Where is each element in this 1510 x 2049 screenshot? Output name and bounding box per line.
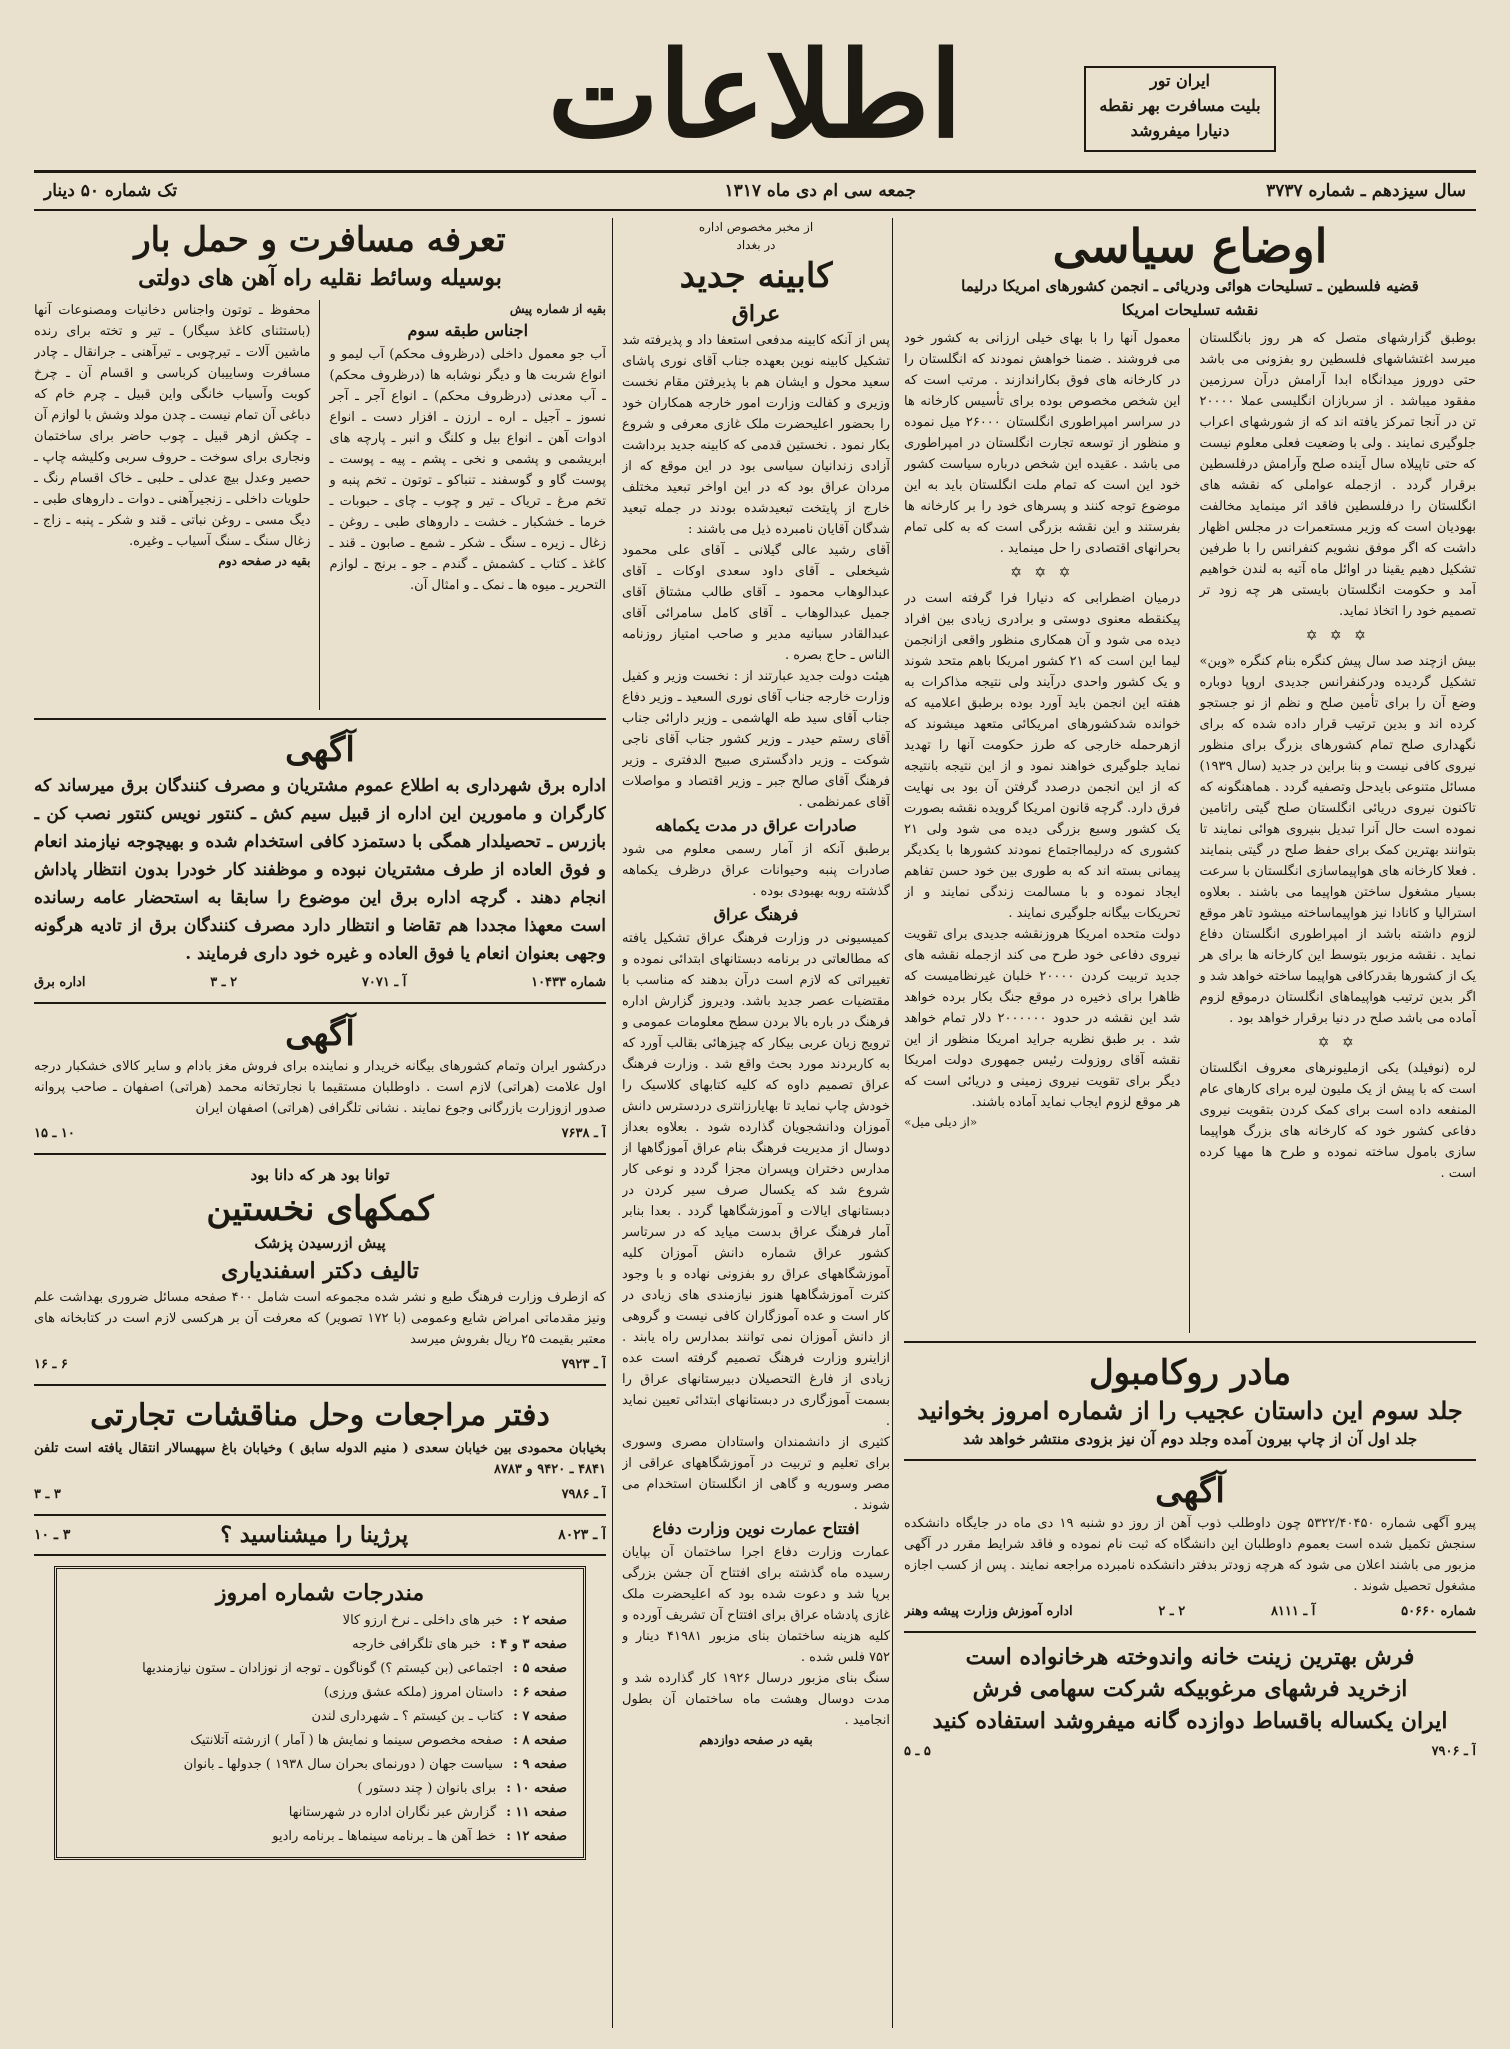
toc-text: خط آهن ها ـ برنامه سینماها ـ برنامه رادیو [272,1829,497,1844]
divider [904,1631,1476,1633]
carpet-ad-line-1: فرش بهترین زینت خانه واندوخته هرخانواده است [965,1644,1415,1670]
fares-col-right [330,300,607,710]
office-title: دفتر مراجعات وحل مناقشات تجارتی [90,1398,550,1433]
toc-text: خبر های داخلی ـ نرخ ارزو کالا [342,1613,504,1628]
book-footer [34,1354,606,1376]
dateline [34,170,1476,211]
cabinet-subtitle: عراق [731,301,781,327]
trade-ad-title: آگهی [285,1014,355,1054]
right-column [904,218,1476,2028]
toc-text: داستان امروز (ملکه عشق ورزی) [323,1685,504,1700]
divider [34,1554,606,1556]
fares-list: محفوظ ـ توتون واجناس دخانیات ومصنوعات آنها (باستثنای کاغذ سیگار) ـ تیر و تخته برای رنده ماشین آلات ـ تیرچوبی ـ تیرآهنی ـ جرانقال ـ چادر مسافرت وساییبان کرباسی و اقسام آن ـ چرخ کوبت وآسیاب خانگی واین قبیل ـ چرم خام که دباغی آن تمام نیست ـ چدن مولد وشش با لوازم آن ـ چکش ازهر قبیل ـ چوب حاضر برای ساختمان ونجاری برای سوخت ـ حروف سربی وکلیشه چاپ ـ حصیر وعدل بیچ عدلی ـ حلبی ـ خاک اقسام رنگ ـ حلویات داخلی ـ زنجیرآهنی ـ دوات ـ داروهای طبی ـ دیگ مسی ـ روغن نباتی ـ قند و شکر ـ پنبه ـ زاج ـ زغال سنگ ـ سنگ آسیاب ـ وغیره. [34,303,311,549]
politics-paragraph: بوطبق گزارشهای متصل که هر روز بانگلستان میرسد اغتشاشهای فلسطین رو بفزونی می باشد حتی دوروز میدانگاه ابدا آرامش درآن سرزمین مفقود میباشد . از سربازان انگلیسی عملا ۲۰۰۰۰ تن در آنجا تمرکز یافته اند که از شورشهای اعراب جلوگیری نمایند . ولی با وضعیت فعلی معلوم نیست که حتی تاپیلاه سال آینده صلح وآرامش درفلسطین برقرار گردد . ازجمله عواملی که نقشه های انگلستان را درفلسطین فاقد اثر مینماید مخالفت بهودیان است که وزیر مستعمرات در مجلس اظهار داشت که اگر موفق نشویم کنفرانس را با طرفین تشکیل دهیم یقینا در اوائل ماه آتیه به لندن خواهیم آمد و حکومت انگلستان بایستی هر چه زود تر تصمیم خود را اتخاذ نماید. [1199,331,1476,619]
column-rule [892,218,893,2028]
trade-ad-code: آ ـ ۷۶۳۸ [561,1126,606,1141]
toc-text: اجتماعی (بن کیستم ؟) گوناگون ـ توجه از نوزادان ـ ستون نیازمندیها [142,1661,504,1676]
book-author: تالیف دکتر اسفندیاری [221,1258,419,1284]
toc-page: صفحه ۳ و ۴ : [490,1637,567,1652]
toc-row [73,1609,567,1633]
fares-list: آب جو معمول داخلی (درظروف محکم) آب لیمو و انواع شربت ها و دیگر نوشابه ها (درظروف محکم) ـ آب معدنی (درظروف محکم) ـ انواع آجر ـ آجر نسوز ـ آجیل ـ اره ـ ارزن ـ افزار دست ـ انواع ادوات آهن ـ انواع بیل و کلنگ و انبر ـ پارچه های ابریشمی و پشمی و نخی ـ پشم ـ پیه ـ پوست ـ پوست گاو و گوسفند ـ تنباکو ـ توتون ـ تخم پنبه و تخم مرغ ـ تریاک ـ تیر و چوب ـ چای ـ حبوبات ـ خرما ـ خشکبار ـ خشت ـ داروهای طبی ـ روغن ـ زغال ـ زیره ـ سنگ ـ شکر ـ شمع ـ صابون ـ قند ـ کاغذ ـ کتاب ـ کشمش ـ گندم ـ جو ـ برنج ـ لوازم التحریر ـ میوه ها ـ نمک ـ و امثال آن. [329,347,606,593]
fares-body [34,300,606,710]
cabinet-names: آقای رشید عالی گیلانی ـ آقای علی محمود شیخعلی ـ آقای داود سعدی اوکات ـ آقای عبدالوهاب محمود ـ آقای طالب مشتاق آقای جمیل عبدالوهاب ـ آقای کامل سامرائی آقای عبدالقادر سبانیه مدیر و صاحب امتیاز روزنامه الناس ـ حاج بصره . [622,543,890,663]
toc-title: مندرجات شماره امروز [215,1580,425,1606]
book-code: آ ـ ۷۹۲۳ [561,1357,606,1372]
book-kicker: توانا بود هر که دانا بود [250,1166,390,1184]
culture-paragraph: کثیری از دانشمندان واستادان مصری وسوری برای تعلیم و تربیت در آموزشگاههای عراقی از مصر وسوریه و گاهی از انگلستان استخدام می شوند . [622,1435,890,1513]
fares-subtitle: بوسیله وسائط نقلیه راه آهن های دولتی [138,265,502,291]
toc-page: صفحه ۲ : [513,1613,567,1628]
university-ad-run: ۲ ـ ۲ [1158,1604,1186,1619]
defense-heading: افتتاح عمارت نوین وزارت دفاع [652,1519,860,1538]
politics-col-right [1200,328,1477,1333]
office-run: ۳ ـ ۳ [34,1487,61,1502]
toc-page: صفحه ۵ : [513,1661,567,1676]
toc-row [73,1633,567,1657]
book-title: کمکهای نخستین [206,1189,434,1229]
perzina-run: ۳ ـ ۱۰ [34,1527,71,1543]
toc-text: کتاب ـ بن کیستم ؟ ـ شهرداری لندن [311,1709,504,1724]
toc-page: صفحه ۹ : [513,1757,567,1772]
cabinet-paragraph: پس از آنکه کابینه مدفعی استعفا داد و پذیرفته شد تشکیل کابینه نوین بعهده جناب آقای نوری پاشای سعید محول و ایشان هم با پذیرفتن مقام نخست وزیری و کفالت وزارت امور خارجه همکاران خود را بحضور اعلیحضرت ملک غازی معرفی و شروع بکار نمود . نخستین قدمی که کابینه جدید برداشت آزادی زندانیان سیاسی بود در این موقع که از مردان عراق بود که در این اواخر تبعید مختلف خارج از پایتخت تبعیدشده بودند در جمله تبعید شدگان آقایان نامبرده ذیل می باشند : [622,333,890,537]
university-ad-code: آ ـ ۸۱۱۱ [1270,1604,1316,1619]
cabinet-source: از مخبر مخصوص اداره [698,220,814,234]
electric-ad-footer [34,972,606,994]
middle-column [622,218,890,2028]
politics-signoff: «از دیلی میل» [904,1115,978,1129]
toc-row [73,1681,567,1705]
separator-stars: ✡ ✡ [1317,1035,1358,1051]
divider [904,1341,1476,1343]
politics-subtitle: قضیه فلسطین ـ تسلیحات هوائی ودریائی ـ انجمن کشورهای امریکا درلیما [961,277,1419,295]
culture-paragraph: کمیسیونی در وزارت فرهنگ عراق تشکیل یافته که مطالعاتی در برنامه دبستانهای ابتدائی نموده و تغییراتی که لازم است درآن بدهند که مناسب با مقتضیات عصر جدید باشد. ودیروز گزارش اداره فرهنگ در باره بالا بردن سطح معلومات عمومی و ترویج زبان عربی بیکار که چیزهائی بقالب آورد که به کاربردند مورد بحث واقع شد . وزارت فرهنگ عراق تصمیم داوه که کلیه کتابهای کلاسیک را خودش چاپ نماید تا بهایارزانتری دردسترس دانش آموزان ودانشجویان گذارده شود . بعلاوه بعداز دوسال از مدیریت فرهنگ بنام عراق آموزگاهها از مدارس دختران وپسران مجزا گردد و نوعی کار شروع شد که یکسال صرف سیر کردن در دبستانهای ایالات و آموزشگاهها گردد . بعدا بنابر آمار فرهنگ عراق بدست میاید که در سرتاسر کشور عراق شماره دانش آموزان کلیه آموزشگاههای عراق رو بفزونی نهاده و با وجود کثرت آموزشگاهها هنوز نیازمندی های زیادی در کار است و عده آموزگاران کافی نیست و گروهی از دانش آموزان نمی توانند بمدارس راه یابند . ازاینرو وزارت فرهنگ تصمیم گرفته است عده زیادی از فارغ التحصیلان دبیرستانهای عراق را بسمت آموزگاری در دبستانهای ابتدائی تعیین نماید . [622,931,890,1429]
issue-price: تک شماره ۵۰ دینار [44,181,178,201]
carpet-ad-line-2: ازخرید فرشهای مرغوبیکه شرکت سهامی فرش [972,1676,1408,1702]
office-footer [34,1484,606,1506]
toc-row [73,1825,567,1849]
toc-text: گزارش عبر نگاران اداره در شهرستانها [288,1805,497,1820]
politics-paragraph: بیش ازچند صد سال پیش کنگره بنام کنگره «وین» تشکیل گردیده ودرکنفرانس جدیدی اروپا دوباره وضع آن را برای تأمین صلح و نظم از نو جستجو کرده اند و بدین ترتیب قرار داده شده که برای نگهداری صلح تمام کشورهای بزرگ برای منظور نیروی کافی نیست و بنا براین در جدید (سال ۱۹۳۹) مسائل متنوعی بایدحل وتصفیه گردد . هماهنگونه که تاکنون نیروی دریائی انگلستان صلح گیتی راتامین نموده است حال آنرا تبدیل بنیروی هوائی نمایند تا بتوانند بهترین کمک برای حفظ صلح در گیتی بنمایند . فعلا کارخانه های هواپیماسازی انگلستان با سرعت بسیار مشغول ساختن هواپیما می باشند . بعلاوه استرالیا و کانادا نیز هواپیماساخته میشود تاهر موقع لزوم داشته باشد از امپراطوری انگلستان دفاع نماید . نقشه مزبور بتوسط این کارخانه ها برای هر یک از کشورها بقدرکافی هواپیما ساخته خواهد شد و اگر بدین ترتیب هواپیماهای انگلستان درموقع لزوم آماده می باشد صلح در دنیا برقرار خواهد بود . [1199,654,1476,1026]
university-ad-body: پیرو آگهی شماره ۵۳۲۲/۴۰۴۵۰ چون داوطلب ذوب آهن از روز دو شنبه ۱۹ دی ماه در جایگاه دانشکده سنجش تکمیل شده است بعموم داوطلبان این دانشگاه که ثبت نام نموده و فاقد شرایط مقرر در آگهی مزبور می باشند اعلان می شود که هرچه زودتر بدفتر دانشکده نامبرده مراجعه نمایند . پس از کسب اجازه مشغول تحصیل شوند . [904,1516,1476,1594]
toc-row [73,1729,567,1753]
separator-stars: ✡ ✡ ✡ [1305,628,1370,644]
university-ad-footer [904,1601,1476,1623]
cabinet-title: کابینه جدید [679,256,833,296]
office-body: بخیابان محمودی بین خیابان سعدی ( منیم الدوله سابق ) وخیابان باغ سپهسالار انتقال یافته است تلفن ۴۸۴۱ ـ ۹۴۲۰ و ۸۷۸۳ [34,1441,606,1477]
toc-text: برای بانوان ( چند دستور ) [357,1781,497,1796]
electric-ad-code: آ ـ ۷۰۷۱ [361,975,407,990]
cabinet-paragraph: هیئت دولت جدید عبارتند از : نخست وزیر و کفیل وزارت خارجه جناب آقای نوری السعید ـ وزیر دفاع جناب آقای سید طه الهاشمی ـ وزیر دارائی جناب آقای رستم حیدر ـ وزیر کشور جناب آقای ناجی شوکت ـ وزیر دادگستری صبیح الدفتری ـ وزیر فرهنگ آقای صالح جبر ـ وزیر اقتصاد و مواصلات آقای عمرنظمی . [622,669,890,810]
ear-line: ایران تور [1150,71,1210,90]
fares-continued-from: بقیه از شماره پیش [509,302,606,316]
ear-line: بلیت مسافرت بهر نقطه [1099,96,1261,115]
fares-col-left [34,300,320,710]
carpet-ad-line-3: ایران یکساله باقساط دوازده گانه میفروشد استفاده کنید [932,1708,1448,1734]
serial-line-1: جلد سوم این داستان عجیب را از شماره امروز بخوانید [917,1396,1463,1425]
toc-page: صفحه ۱۰ : [506,1781,567,1796]
perzina-ad [34,1524,606,1546]
serial-title: مادر روکامبول [1088,1353,1292,1393]
carpet-ad-code: آ ـ ۷۹۰۶ [1431,1744,1476,1759]
divider [34,1514,606,1516]
serial-line-2: جلد اول آن از چاپ بیرون آمده وجلد دوم آن نیز بزودی منتشر خواهد شد [962,1430,1418,1448]
ear-ad-box [1084,66,1276,152]
defense-paragraph: سنگ بنای مزبور درسال ۱۹۲۶ کار گذارده شد و مدت دوسال وهشت ماه ساختمان آن بطول انجامید . [622,1671,890,1728]
trade-ad-run: ۱۰ ـ ۱۵ [34,1126,75,1141]
divider [34,718,606,720]
ear-line: دنیارا میفروشد [1130,121,1230,140]
electric-ad-number: شماره ۱۰۴۳۳ [531,975,606,990]
electric-ad-title: آگهی [285,730,355,770]
office-code: آ ـ ۷۹۸۶ [561,1487,606,1502]
politics-subtitle-2: نقشه تسلیحات امریکا [1121,301,1259,319]
masthead [34,25,1476,166]
fares-title: تعرفه مسافرت و حمل بار [134,220,506,260]
toc-rows [73,1609,567,1849]
toc-page: صفحه ۷ : [513,1709,567,1724]
divider [34,1002,606,1004]
toc-text: خبر های تلگرافی خارجه [352,1637,481,1652]
electric-ad-body: اداره برق شهرداری به اطلاع عموم مشتریان و مصرف کنندگان برق میرساند که کارگران و مامورین این اداره از قبیل سیم کش ـ کنتور نویس کنتور نصب کن ـ بازرس ـ تحصیلدار همگی با دستمزد کافی استخدام شده و بهیچوجه نیازمند انعام و فوق العاده از طرف مشتریان نبوده و موظفند کار خودرا بدون انتظار پاداش انجام دهند . گرچه اداره برق این موضوع را سابقا به استحضار عامه رسانده است معهذا مجددا هم تقاضا و انتظار دارد مصرف کنندگان برق از تادیه هرگونه وجهی بعنوان انعام یا فوق العاده و غیره خود داری فرمایند . [34,776,606,964]
toc-page: صفحه ۸ : [513,1733,567,1748]
fares-class-heading: اجناس طبقه سوم [407,321,529,340]
university-ad-sign: اداره آموزش وزارت پیشه وهنر [904,1604,1073,1619]
exports-heading: صادرات عراق در مدت یکماهه [655,816,857,835]
toc-row [73,1801,567,1825]
divider [34,1153,606,1155]
fares-continued: بقیه در صفحه دوم [218,554,311,568]
toc-text: صفحه مخصوص سینما و نمایش ها ( آمار ) ازرشته آتلانتیک [190,1733,504,1748]
trade-ad-footer [34,1123,606,1145]
table-of-contents [54,1566,586,1860]
carpet-ad-footer [904,1741,1476,1763]
toc-page: صفحه ۱۱ : [506,1805,567,1820]
newspaper-page [34,25,1476,2028]
left-column [34,218,606,2028]
toc-text: سیاست جهان ( دورنمای بحران سال ۱۹۳۸ ) جدولها ـ بانوان [183,1757,504,1772]
book-run: ۶ ـ ۱۶ [34,1357,68,1372]
toc-row [73,1705,567,1729]
toc-page: صفحه ۶ : [513,1685,567,1700]
university-ad-number: شماره ۵۰۶۶۰ [1401,1604,1476,1619]
politics-body [904,328,1476,1333]
divider [904,1459,1476,1461]
culture-heading: فرهنگ عراق [713,905,799,924]
separator-stars: ✡ ✡ ✡ [1010,565,1075,581]
politics-paragraph: لره (نوفیلد) یکی ازملیونرهای معروف انگلستان است که با پیش از یک ملیون لیره برای کارهای عام المنفعه داده است برای کمک کردن بتقویت نیروی دفاعی کشور خود که کارخانه های بزرگ هواپیما سازی بامول ساخته نموده و طرح ها مهیا کرده است . [1199,1061,1476,1181]
toc-row [73,1777,567,1801]
column-rule [612,218,613,2028]
politics-col-left [904,328,1190,1333]
divider [34,1384,606,1386]
perzina-code: آ ـ ۸۰۲۳ [558,1527,606,1543]
trade-ad-body: درکشور ایران وتمام کشورهای بیگانه خریدار و نماینده برای فروش مغز بادام و سایر کالای خشکبار درجه اول علامت (هراتی) لازم است . داوطلبان مستقیما با نجارتخانه محمد (هراتی) اصفهان ـ صاحب پروانه صدور ازوزارت بازرگانی وجوع نمایند . نشانی تلگرافی (هراتی) اصفهان ایران [34,1059,606,1116]
university-ad-title: آگهی [1155,1471,1225,1511]
defense-paragraph: عمارت وزارت دفاع اجرا ساختمان آن بپایان رسیده ماه گذشته برای افتتاح آن جشن بزرگی برپا شد و دعوت شده بود که اعلیحضرت ملک غازی پادشاه عراق برای افتتاح آن تشریف آورده و کلیه هزینه ساختمان بنای مزبور ۴۱۹۸۱ دینار و ۷۵۲ فلس شده . [622,1545,890,1665]
exports-paragraph: برطبق آنکه از آمار رسمی معلوم می شود صادرات پنبه وحیوانات عراق درظرف یکماهه گذشته روبه بهبودی بوده . [622,842,890,899]
toc-row [73,1657,567,1681]
book-subtitle: پیش ازرسیدن پزشک [254,1234,386,1252]
newspaper-title: اطلاعات [547,25,963,164]
issue-number: سال سیزدهم ـ شماره ۳۷۳۷ [1266,181,1466,201]
electric-ad-sign: اداره برق [34,975,86,990]
toc-row [73,1753,567,1777]
politics-title: اوضاع سیاسی [1052,219,1328,273]
electric-ad-run: ۲ ـ ۳ [210,975,238,990]
issue-date: جمعه سی ام دی ماه ۱۳۱۷ [724,181,916,201]
cabinet-place: در بغداد [736,238,776,252]
cabinet-continued: بقیه در صفحه دوازدهم [699,1733,813,1747]
politics-paragraph: دولت متحده امریکا هروزنقشه جدیدی برای تقویت نیروی دفاعی خود طرح می کند ازجمله نقشه های جدید تربیت کردن ۲۰۰۰۰ خلبان غیرنظامیست که ظاهرا برای ذخیره در موقع جنگ بکار برده خواهد شد این نقشه در حدود ۲۰۰۰۰۰۰ دلار تمام خواهد شد . بر طبق نظریه جراید امریکا منظور از این نقشه آقای روزولت رئیس جمهوری دولت امریکا دیگر برای تقویت نیروی زمینی و دریائی است که هر موقع لزوم ایجاب نماید آماده باشند. [904,927,1181,1110]
toc-page: صفحه ۱۲ : [506,1829,567,1844]
politics-paragraph: معمول آنها را با بهای خیلی ارزانی به کشور خود می فروشند . ضمنا خواهش نمودند که انگلستان را در کارخانه های فوق بکاراندازند . مرتب است که این شخص مخصوص بوده برای تأسیس کارخانه ها در سراسر امپراطوری انگلستان ۲۶۰۰۰ میل نموده و منظور از توسعه تجارت انگلستان در امپراطوری می باشد . عقیده این شخص درباره سیاست کشور خود این است که تمام ملت انگلستان باید به این موضوع توجه کنند و پسرهای خود را بر کارخانه ها بفرستند و این نقشه بزرگی است که به کلی تمام بحرانهای اقتصادی را حل مینماید . [904,331,1181,556]
carpet-ad-run: ۵ ـ ۵ [904,1744,931,1759]
perzina-title: پرژینا را میشناسید ؟ [220,1522,409,1548]
politics-paragraph: درمیان اضطرابی که دنیارا فرا گرفته است در پیکنقطه معنوی دوستی و برادری زیادی بین افراد دیده می شود و آن همکاری منظور واقعی ازانجمن لیما این است که ۲۱ کشور امریکا باهم متحد شوند و یک کشور واحدی درآیند ولی نتیجه مذاکرات به هفته این انجمن باید آورد بوده برطبق اعلامیه که خوانده شدکشورهای امریکائی متعهد میشوند که ازهرحمله خارجی که طرز حکومت آنها را تهدید نماید جلوگیری خواهند نمود و از این نتیجه بانتیجه که از این انجمن درصدد گرفتن آن بود بی نهایت فرق دارد. گرچه قانون امریکا گرویده نقشه بصورت یک کشور وسیع بزرگی دیده می شود ولی ۲۱ کشوری که درلیمااجتماع نمودند کشورها با یکدیگر پیمانی بسته اند که به طوری بین خود حسن تفاهم ایجاد نموده و با مسالمت زندگی نمایند و از تحریکات بیگانه جلوگیری نمایند . [904,591,1181,921]
book-body: که ازطرف وزارت فرهنگ طبع و نشر شده مجموعه است شامل ۴۰۰ صفحه مسائل ضروری بهداشت علم ونیز مقدماتی امراض شایع وعمومی (با ۱۷۲ تصویر) که معرفت آن بر هرکسی لازم است در کتابخانه های معتبر بقیمت ۲۵ ریال بفروش میرسد [34,1290,606,1347]
